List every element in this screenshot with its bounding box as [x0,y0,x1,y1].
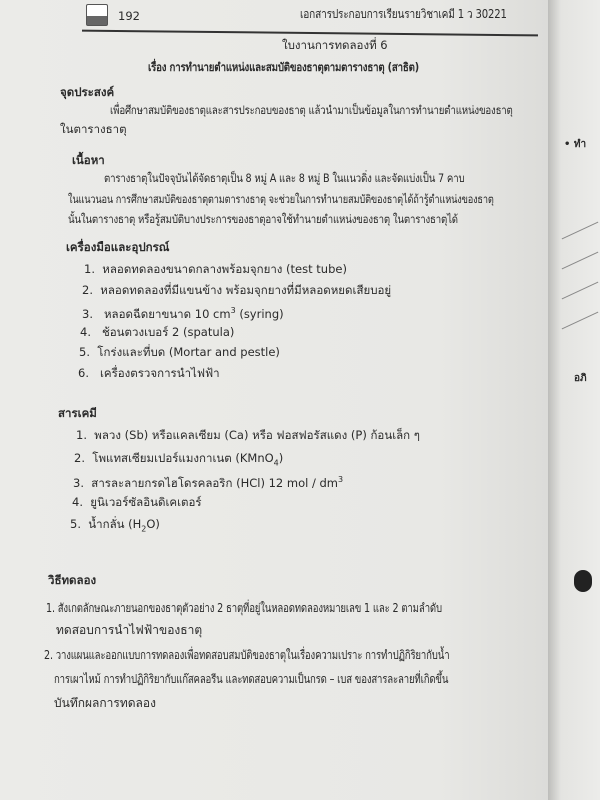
list-item: 1. หลอดทดลองขนาดกลางพร้อมจุกยาง (test tube) [84,262,347,276]
procedure-line: ทดสอบการนำไฟฟ้าของธาตุ [56,623,203,637]
procedure-line: 2. วางแผนและออกแบบการทดลองเพื่อทดสอบสมบัติของธาตุในเรื่องความเปราะ การทำปฏิกิริยากับน้ำ [44,648,450,662]
list-item: 5. โกร่งและที่บด (Mortar and pestle) [79,345,280,359]
procedure-line: 1. สังเกตลักษณะภายนอกของธาตุตัวอย่าง 2 ธาตุที่อยู่ในหลอดทดลองหมายเลข 1 และ 2 ตามลำดับ [46,601,442,615]
list-item: 3. สารละลายกรดไฮโดรคลอริก (HCl) 12 mol / $dm^3$ [73,475,344,490]
list-item: 3. หลอดฉีดยาขนาด 10 $cm^3$ (syring) [82,306,284,321]
adjacent-fragment: • ทำ [564,139,587,150]
adjacent-page [548,0,600,800]
list-item: 4. ยูนิเวอร์ซัลอินดิเคเตอร์ [72,495,202,509]
content-heading: เนื้อหา [72,153,105,167]
chemicals-heading: สารเคมี [58,406,97,420]
procedure-line: บันทึกผลการทดลอง [54,696,156,710]
objective-line: ในตารางธาตุ [60,122,127,136]
list-item: 6. เครื่องตรวจการนำไฟฟ้า [78,366,220,380]
list-item: 4. ช้อนตวงเบอร์ 2 (spatula) [80,325,235,339]
content-line: นั้นในตารางธาตุ หรือรู้สมบัติบางประการของธาตุอาจใช้ทำนายตำแหน่งของธาตุ ในตารางธาตุได้ [68,212,458,226]
objective-line: เพื่อศึกษาสมบัติของธาตุและสารประกอบของธาตุ แล้วนำมาเป็นข้อมูลในการทำนายตำแหน่งของธาตุ [110,103,513,117]
page-number: 192 [118,9,140,23]
list-item: 1. พลวง (Sb) หรือแคลเซียม (Ca) หรือ ฟอสฟอรัสแดง (P) ก้อนเล็ก ๆ [76,428,420,442]
procedure-line: การเผาไหม้ การทำปฏิกิริยากับแก๊สคลอรีน และทดสอบความเป็นกรด – เบส ของสารละลายที่เกิดขึ้น [54,672,449,686]
mascot-icon [574,570,592,592]
content-line: ตารางธาตุในปัจจุบันได้จัดธาตุเป็น 8 หมู่ A และ 8 หมู่ B ในแนวดิ่ง และจัดแบ่งเป็น 7 คาบ [104,171,465,185]
worksheet-label: ใบงานการทดลองที่ 6 [282,38,388,52]
running-title: เอกสารประกอบการเรียนรายวิชาเคมี 1 ว 30221 [300,7,507,21]
worksheet-title: เรื่อง การทำนายตำแหน่งและสมบัติของธาตุตามตารางธาตุ (สาธิต) [148,60,419,74]
list-item: 2. โพแทสเซียมเปอร์แมงกาเนต (KMnO$_4$) [74,451,284,468]
content-line: ในแนวนอน การศึกษาสมบัติของธาตุตามตารางธาตุ จะช่วยในการทำนายสมบัติของธาตุได้ถ้ารู้ตำแหน่งของธาตุ [68,192,494,206]
header-rule [82,30,538,36]
list-item: 5. น้ำกลั่น $(H_2O)$ [70,517,160,534]
adjacent-fragment: อภิ [574,373,587,384]
list-item: 2. หลอดทดลองที่มีแขนข้าง พร้อมจุกยางที่มีหลอดหยดเสียบอยู่ [82,283,392,297]
procedure-heading: วิธีทดลอง [48,573,97,587]
beaker-logo-icon [86,4,108,26]
objective-heading: จุดประสงค์ [60,85,115,99]
equipment-heading: เครื่องมือและอุปกรณ์ [66,240,170,254]
